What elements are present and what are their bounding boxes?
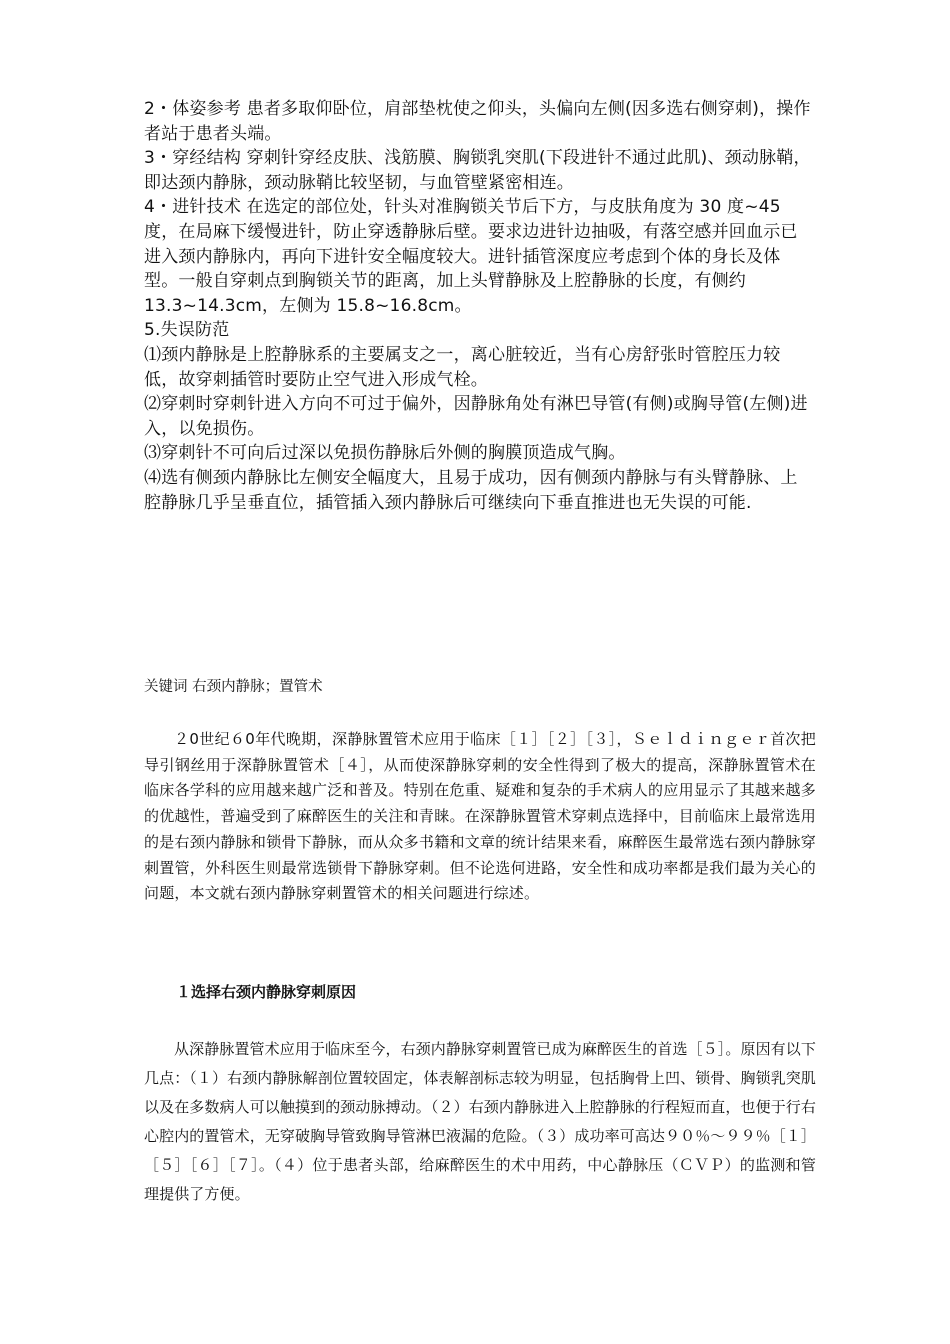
error-prevention-heading: 5.失误防范: [144, 320, 230, 341]
error-prevention-point-4: ⑷选有侧颈内静脉比左侧安全幅度大，且易于成功，因有侧颈内静脉与有头臂静脉、上腔静脉几乎呈垂直位，插管插入颈内静脉后可继续向下垂直推进也无失误的可能.: [144, 467, 798, 513]
reasons-paragraph: 从深静脉置管术应用于临床至今，右颈内静脉穿刺置管已成为麻醉医生的首选［５］。原因有以下几点：（１）右颈内静脉解剖位置较固定，体表解剖标志较为明显，包括胸骨上凹、锁骨、胸锁乳突肌以及在多数病人可以触摸到的颈动脉搏动。（２）右颈内静脉进入上腔静脉的行程短而直，也便于行右心腔内的置管术，无穿破胸导管致胸导管淋巴液漏的危险。（３）成功率可高达９０％～９９％［１］［５］［６］［７］。（４）位于患者头部，给麻醉医生的术中用药，中心静脉压（ＣＶＰ）的监测和管理提供了方便。: [144, 1040, 817, 1203]
error-prevention-point-2: ⑵穿刺时穿刺针进入方向不可过于偏外，因静脉角处有淋巴导管(有侧)或胸导管(左侧)进入，以免损伤。: [144, 394, 808, 439]
procedure-notes-section: [144, 97, 814, 515]
error-prevention-point-1: ⑴颈内静脉是上腔静脉系的主要属支之一，离心脏较近，当有心房舒张时管腔压力较低，故穿刺插管时要防止空气进入形成气栓。: [144, 344, 781, 390]
needle-technique-item: 4・进针技术 在选定的部位处，针头对准胸锁关节后下方，与皮肤角度为 30 度~45 度，在局麻下缓慢进针，防止穿透静脉后壁。要求边进针边抽吸，有落空感并回血示已进入颈内静脉内，再向下进针安全幅度较大。进针插管深度应考虑到个体的身长及体型。一般自穿刺点到胸锁关节的距离，加上头臂静脉及上腔静脉的长度，有侧约 13.3~14.3cm，左侧为 15.8~16.8cm。: [144, 197, 798, 316]
keywords-line: 关键词 右颈内静脉；置管术: [144, 679, 323, 695]
error-prevention-point-3: ⑶穿刺针不可向后过深以免损伤静脉后外侧的胸膜顶造成气胸。: [144, 443, 626, 464]
structure-item: 3・穿经结构 穿刺针穿经皮肤、浅筋膜、胸锁乳突肌(下段进针不通过此肌)、颈动脉鞘，即达颈内静脉，颈动脉鞘比较坚韧，与血管壁紧密相连。: [144, 148, 811, 193]
intro-paragraph: ２0世纪６0年代晚期，深静脉置管术应用于临床［１］［２］［３］，Ｓｅｌｄｉｎｇｅｒ首次把导引钢丝用于深静脉置管术［４］，从而使深静脉穿刺的安全性得到了极大的提高，深静脉置管术在临床各学科的应用越来越广泛和普及。特别在危重、疑难和复杂的手术病人的应用显示了其越来越多的优越性，普遍受到了麻醉医生的关注和青睐。在深静脉置管术穿刺点选择中，目前临床上最常选用的是右颈内静脉和锁骨下静脉，而从众多书籍和文章的统计结果来看，麻醉医生最常选右颈内静脉穿刺置管，外科医生则最常选锁骨下静脉穿刺。但不论选何进路，安全性和成功率都是我们最为关心的问题，本文就右颈内静脉穿刺置管术的相关问题进行综述。: [144, 730, 816, 903]
posture-item: 2・体姿参考 患者多取仰卧位，肩部垫枕使之仰头，头偏向左侧(因多选右侧穿刺)，操作者站于患者头端。: [144, 99, 811, 144]
section-heading: １选择右颈内静脉穿刺原因: [176, 983, 357, 1001]
